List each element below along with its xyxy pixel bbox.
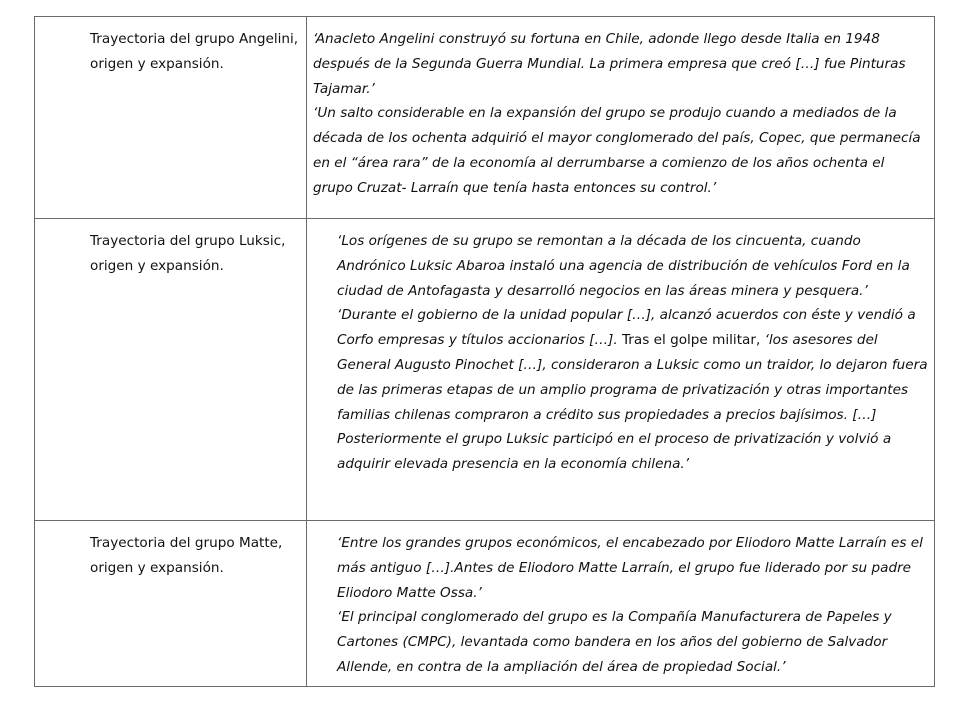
quote-paragraph: ‘El principal conglomerado del grupo es la Compañía Manufacturera de Papeles y Cartones (CMPC), levantada como bandera en los años del gobierno de Salvador Allende, en contra de la ampliación del área de propiedad Social.’ (337, 609, 892, 675)
row-title-angelini: Trayectoria del grupo Angelini, origen y expansión. (35, 17, 307, 219)
quote-paragraph-mixed (337, 303, 928, 477)
row-content-luksic (307, 219, 935, 521)
quote-segment: ‘los asesores del General Augusto Pinochet […], consideraron a Luksic como un traidor, lo dejaron fuera de las primeras etapas de un amplio programa de privatización y otras importantes familias chilenas compraron a crédito sus propiedades a precios bajísimos. […] Posteriormente el grupo Luksic participó en el proceso de privatización y volvió a adquirir elevada presencia en la economía chilena.’ (337, 332, 928, 473)
quote-paragraph: ‘Los orígenes de su grupo se remontan a la década de los cincuenta, cuando Andrónico Luksic Abaroa instaló una agencia de distribución de vehículos Ford en la ciudad de Antofagasta y desarrolló negocios en las áreas minera y pesquera.’ (337, 233, 910, 299)
quote-paragraph: ‘Entre los grandes grupos económicos, el encabezado por Eliodoro Matte Larraín es el más antiguo […].Antes de Eliodoro Matte Larraín, el grupo fue liderado por su padre Eliodoro Matte Ossa.’ (337, 535, 923, 601)
row-content-angelini (307, 17, 935, 219)
quote-segment: ‘Durante el gobierno de la unidad popular […], alcanzó acuerdos con éste y vendió a Corfo empresas y títulos accionarios […]. (337, 307, 916, 349)
table-row-angelini (35, 17, 935, 219)
row-title-matte: Trayectoria del grupo Matte, origen y expansión. (35, 521, 307, 687)
upright-segment: Tras el golpe militar, (617, 332, 761, 349)
table-row-matte (35, 521, 935, 687)
row-content-matte (307, 521, 935, 687)
quote-paragraph: ‘Anacleto Angelini construyó su fortuna en Chile, adonde llego desde Italia en 1948 después de la Segunda Guerra Mundial. La primera empresa que creó […] fue Pinturas Tajamar.’ (313, 31, 906, 97)
quote-paragraph: ‘Un salto considerable en la expansión del grupo se produjo cuando a mediados de la década de los ochenta adquirió el mayor conglomerado del país, Copec, que permanecía en el “área rara” de la economía al derrumbarse a comienzo de los años ochenta el grupo Cruzat- Larraín que tenía hasta entonces su control.’ (313, 105, 921, 196)
row-title-luksic: Trayectoria del grupo Luksic, origen y expansión. (35, 219, 307, 521)
table-row-luksic (35, 219, 935, 521)
document-table (34, 16, 935, 687)
